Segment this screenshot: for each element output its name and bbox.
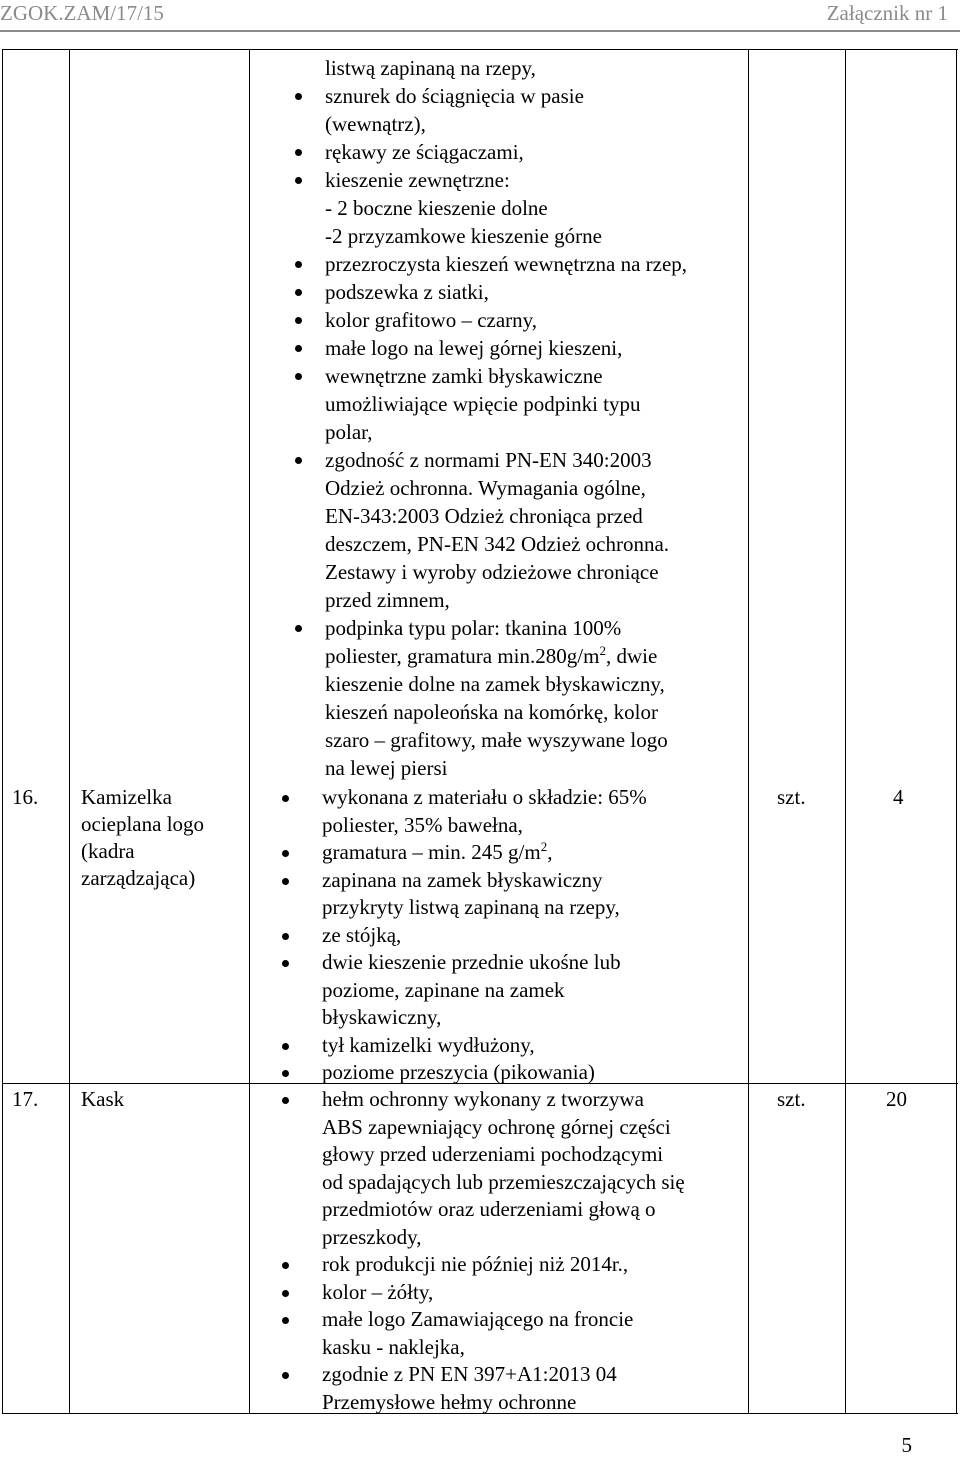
- list-item: poziome, zapinane na zamek: [322, 977, 565, 1002]
- col-border-1: [69, 49, 70, 1414]
- bullet-icon: [282, 1290, 289, 1297]
- list-item: przedmiotów oraz uderzeniami głową o: [322, 1197, 656, 1221]
- list-item: poliester, gramatura $\min.280g/m^2$, dwie: [325, 643, 658, 668]
- list-item: gramatura – min. 245 $g/m^2$,: [322, 839, 742, 867]
- row-17-description: [322, 1086, 746, 1416]
- bullet-icon: [282, 795, 289, 802]
- bullet-icon: [295, 289, 302, 296]
- list-item: kieszenie zewnętrzne:: [325, 166, 745, 194]
- list-item: przezroczysta kieszeń wewnętrzna na rzep,: [325, 250, 745, 278]
- bullet-icon: [295, 93, 302, 100]
- list-item: (wewnątrz),: [325, 112, 426, 136]
- list-item: wewnętrzne zamki błyskawiczne: [325, 362, 745, 390]
- bullet-icon: [282, 960, 289, 967]
- list-item: ABS zapewniający ochronę górnej części: [322, 1114, 671, 1139]
- list-item: -2 przyzamkowe kieszenie górne: [325, 224, 602, 248]
- row-16-unit: szt.: [777, 785, 806, 809]
- bullet-icon: [282, 850, 289, 857]
- list-item: polar,: [325, 420, 373, 444]
- list-item: rękawy ze ściągaczami,: [325, 138, 745, 166]
- list-item: błyskawiczny,: [322, 1005, 442, 1029]
- header-divider: [0, 30, 960, 32]
- row-16-quantity: 4: [893, 785, 904, 809]
- list-item: na lewej piersi: [325, 756, 448, 780]
- list-item: wykonana z materiału o składzie: 65%: [322, 784, 742, 812]
- list-item: poliester, 35% bawełna,: [322, 812, 523, 837]
- bullet-icon: [295, 177, 302, 184]
- bullet-icon: [282, 878, 289, 885]
- bullet-icon: [282, 1372, 289, 1379]
- list-item: listwą zapinaną na rzepy,: [325, 56, 536, 80]
- list-item: hełm ochronny wykonany z tworzywa: [322, 1086, 746, 1114]
- list-item: dwie kieszenie przednie ukośne lub: [322, 949, 742, 977]
- list-item: EN-343:2003 Odzież chroniąca przed: [325, 504, 643, 528]
- list-item: małe logo na lewej górnej kieszeni,: [325, 334, 745, 362]
- row-17-number: 17.: [12, 1087, 39, 1111]
- list-item: podpinka typu polar: tkanina 100%: [325, 614, 745, 642]
- bullet-icon: [295, 373, 302, 380]
- row-17-unit: szt.: [777, 1087, 806, 1111]
- bullet-icon: [282, 1097, 289, 1104]
- list-item: zgodnie z PN EN 397+A1:2013 04: [322, 1361, 746, 1389]
- list-item: kasku - naklejka,: [322, 1334, 465, 1359]
- bullet-icon: [282, 1262, 289, 1269]
- row-17-quantity: 20: [886, 1087, 907, 1111]
- col-border-left: [2, 49, 3, 1414]
- list-item: tył kamizelki wydłużony,: [322, 1032, 742, 1060]
- document-reference: ZGOK.ZAM/17/15: [0, 1, 164, 25]
- row-16-number: 16.: [12, 785, 39, 809]
- list-item: głowy przed uderzeniami pochodzącymi: [322, 1142, 664, 1166]
- table-top-border: [2, 49, 958, 50]
- row-17-item-name: Kask: [81, 1087, 125, 1111]
- list-item: przeszkody,: [322, 1224, 422, 1249]
- list-item: rok produkcji nie później niż 2014r.,: [322, 1251, 746, 1279]
- list-item: deszczem, PN-EN 342 Odzież ochronna.: [325, 532, 670, 556]
- col-border-3: [748, 49, 749, 1414]
- bullet-icon: [295, 149, 302, 156]
- continued-description: [325, 54, 745, 782]
- row-16-description: [322, 784, 742, 1087]
- attachment-label: Załącznik nr 1: [826, 1, 948, 25]
- list-item: Zestawy i wyroby odzieżowe chroniące: [325, 560, 659, 584]
- list-item: kieszeń napoleońska na komórkę, kolor: [325, 700, 658, 724]
- bullet-icon: [295, 261, 302, 268]
- list-item: szaro – grafitowy, małe wyszywane logo: [325, 728, 668, 752]
- bullet-icon: [282, 933, 289, 940]
- list-item: sznurek do ściągnięcia w pasie: [325, 82, 745, 110]
- page-number: 5: [901, 1433, 912, 1457]
- col-border-4: [845, 49, 846, 1414]
- list-item: zapinana na zamek błyskawiczny: [322, 867, 742, 895]
- bullet-icon: [282, 1070, 289, 1077]
- list-item: kieszenie dolne na zamek błyskawiczny,: [325, 672, 665, 696]
- bullet-icon: [282, 1317, 289, 1324]
- row-16-item-name: Kamizelka ocieplana logo (kadra zarządzająca): [81, 785, 205, 890]
- bullet-icon: [295, 457, 302, 464]
- list-item: umożliwiające wpięcie podpinki typu: [325, 392, 641, 416]
- list-item: poziome przeszycia (pikowania): [322, 1059, 742, 1087]
- col-border-2: [249, 49, 250, 1414]
- bullet-icon: [295, 625, 302, 632]
- bullet-icon: [295, 345, 302, 352]
- list-item: Przemysłowe hełmy ochronne: [322, 1389, 577, 1414]
- list-item: Odzież ochronna. Wymagania ogólne,: [325, 476, 646, 500]
- list-item: - 2 boczne kieszenie dolne: [325, 196, 548, 220]
- list-item: kolor – żółty,: [322, 1279, 746, 1307]
- list-item: kolor grafitowo – czarny,: [325, 306, 745, 334]
- list-item: od spadających lub przemieszczających się: [322, 1169, 685, 1194]
- list-item: podszewka z siatki,: [325, 278, 745, 306]
- list-item: przykryty listwą zapinaną na rzepy,: [322, 895, 620, 919]
- bullet-icon: [282, 1043, 289, 1050]
- bullet-icon: [295, 317, 302, 324]
- list-item: przed zimnem,: [325, 588, 450, 612]
- list-item: małe logo Zamawiającego na froncie: [322, 1306, 746, 1334]
- list-item: zgodność z normami PN-EN 340:2003: [325, 446, 745, 474]
- list-item: ze stójką,: [322, 922, 742, 950]
- col-border-right: [956, 49, 957, 1414]
